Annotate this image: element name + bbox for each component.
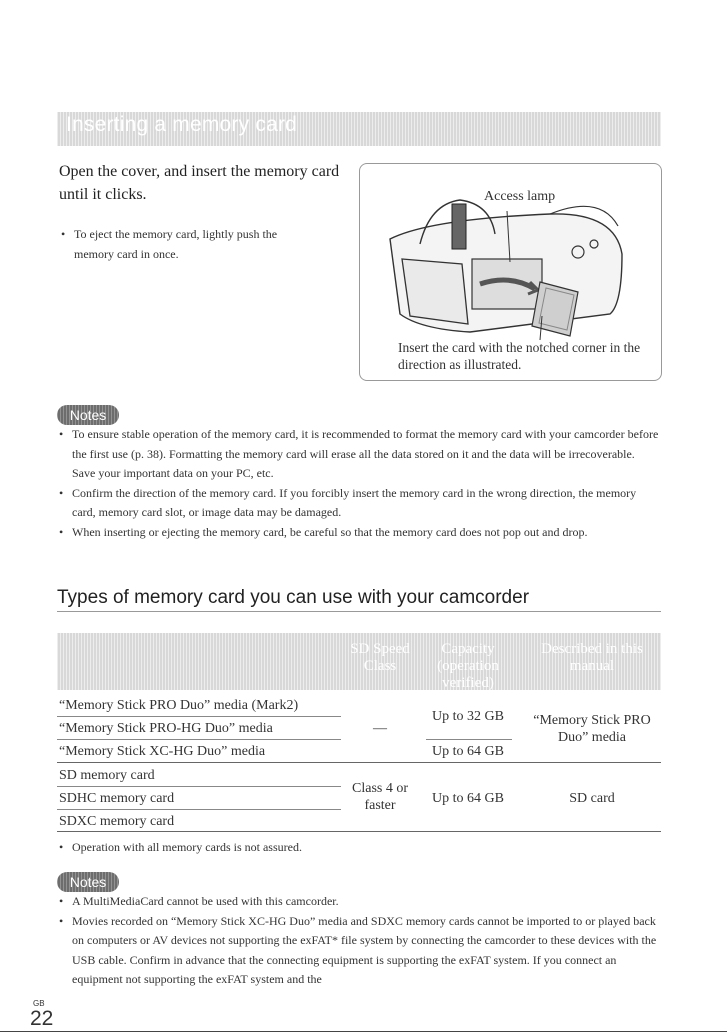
- access-lamp-label: Access lamp: [484, 189, 556, 204]
- note-item: • To ensure stable operation of the memory card, it is recommended to format the memory card with your camcorder before the first use (p. 38). Formatting the memory card will erase all the data stored on it and the data will be irrecoverable. Save your important data on your PC, etc.: [57, 425, 661, 484]
- intro-bullets: [59, 225, 314, 264]
- table-bottom-rule: [57, 831, 661, 832]
- group-divider: [57, 762, 661, 763]
- table-cell-described: SD card: [569, 791, 615, 806]
- table-note: • Operation with all memory cards is not assured.: [57, 838, 661, 858]
- column-header-described: Described in this manual: [541, 641, 643, 674]
- note-item: • A MultiMediaCard cannot be used with this camcorder.: [57, 892, 661, 912]
- table-note-list: [57, 838, 661, 858]
- table-cell-capacity: Up to 64 GB: [432, 791, 504, 806]
- row-divider: [426, 739, 512, 740]
- row-divider: [57, 786, 341, 787]
- table-cell-described: “Memory Stick PRO Duo” media: [533, 713, 651, 745]
- note-item: • When inserting or ejecting the memory card, be careful so that the memory card does not pop out and drop.: [57, 523, 661, 543]
- figure-caption: Insert the card with the notched corner in the direction as illustrated.: [398, 340, 641, 372]
- table-cell-card: SDHC memory card: [59, 791, 175, 806]
- table-cell-capacity: Up to 64 GB: [432, 744, 504, 759]
- subheading: Types of memory card you can use with your camcorder: [57, 587, 661, 612]
- notes-badge: Notes: [57, 405, 119, 425]
- page-region-code: GB: [33, 999, 45, 1008]
- table-cell-speed: Class 4 or faster: [352, 781, 408, 813]
- intro-bullet: • To eject the memory card, lightly push the memory card in once.: [59, 225, 314, 264]
- notes-badge: Notes: [57, 872, 119, 892]
- row-divider: [57, 809, 341, 810]
- row-divider: [57, 716, 341, 717]
- page-number: 22: [30, 1007, 54, 1030]
- notes-list: [57, 425, 661, 542]
- section-title: Inserting a memory card: [66, 113, 298, 136]
- intro-lead: Open the cover, and insert the memory card until it clicks.: [59, 163, 340, 203]
- illustration-box: [359, 163, 662, 381]
- row-divider: [57, 739, 341, 740]
- column-header-speed: SD Speed Class: [350, 641, 410, 674]
- bottom-rule: [0, 1031, 727, 1032]
- notes-list: [57, 892, 661, 990]
- table-cell-capacity: Up to 32 GB: [432, 709, 504, 724]
- table-cell-card: SDXC memory card: [59, 814, 175, 829]
- table-cell-card: “Memory Stick PRO Duo” media (Mark2): [59, 698, 299, 713]
- table-cell-card: “Memory Stick XC-HG Duo” media: [59, 744, 266, 759]
- note-item: • Movies recorded on “Memory Stick XC-HG Duo” media and SDXC memory cards cannot be imported to or played back on computers or AV devices not supporting the exFAT* file system by connecting the camcorder to these devices with the USB cable. Confirm in advance that the connecting equipment is supporting the exFAT system. If you connect an equipment not supporting the exFAT system and the: [57, 912, 661, 990]
- table-cell-speed: —: [373, 721, 387, 736]
- column-header-capacity: Capacity (operation verified): [437, 641, 499, 691]
- table-cell-card: SD memory card: [59, 768, 155, 783]
- table-cell-card: “Memory Stick PRO-HG Duo” media: [59, 721, 273, 736]
- note-item: • Confirm the direction of the memory card. If you forcibly insert the memory card in the wrong direction, the memory card, memory card slot, or image data may be damaged.: [57, 484, 661, 523]
